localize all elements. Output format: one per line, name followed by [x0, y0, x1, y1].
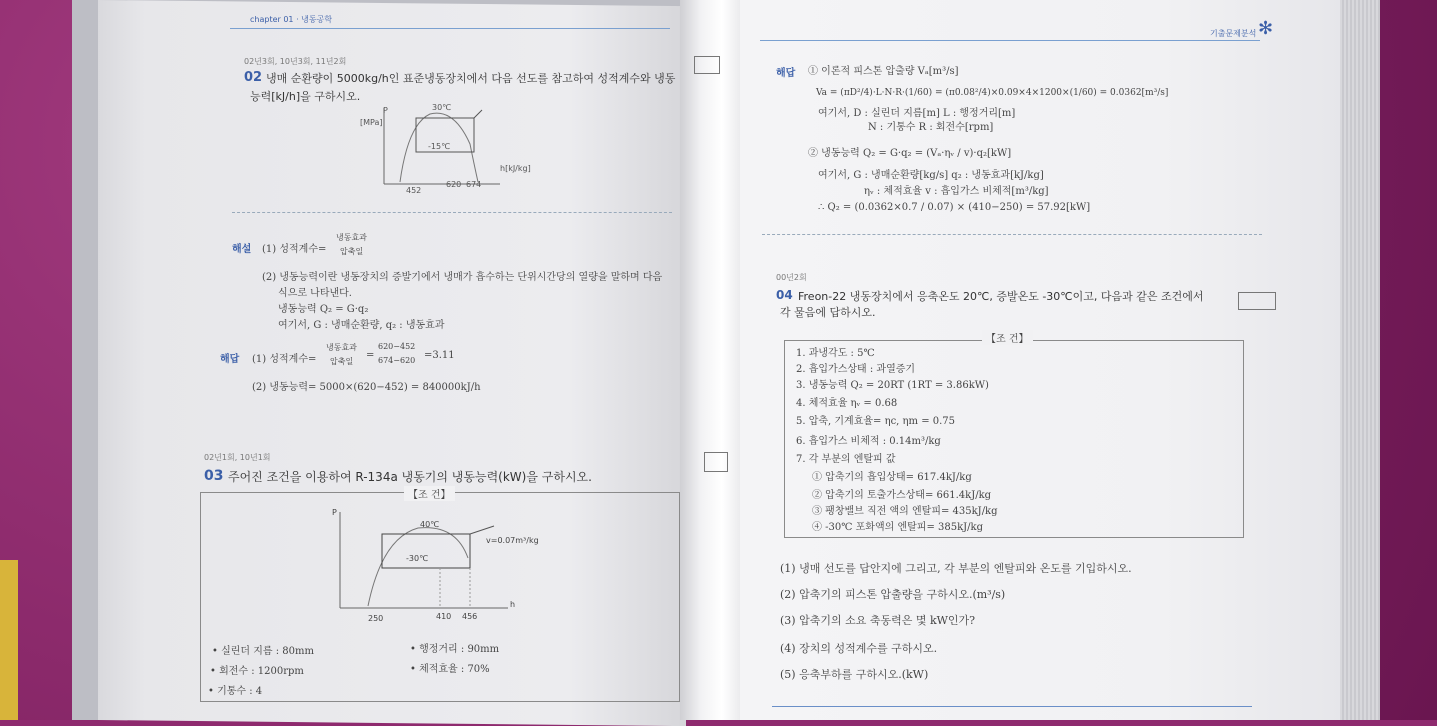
page-edges	[1340, 0, 1380, 720]
q03-cond-stroke: • 행정거리 : 90mm	[410, 644, 500, 655]
q03-cond-cylinder: • 실린더 지름 : 80mm	[212, 646, 314, 657]
q03-source: 02년1회, 10년1회	[204, 453, 271, 462]
q02-text-line1: 냉매 순환량이 5000kg/h인 표준냉동장치에서 다음 선도를 참고하여 성적계수와 냉동	[266, 72, 676, 85]
right-answer-2-result: ∴ Q₂ = (0.0362×0.7 / 0.07) × (410−250) = 57.92[kW]	[818, 202, 1091, 213]
q02-explain-1-frac-bot: 압축일	[340, 247, 364, 256]
q02-answer-1-frac-top: 냉동효과	[326, 343, 357, 352]
q04-enthalpy-3: ③ 팽창밸브 직전 액의 엔탈피= 435kJ/kg	[812, 506, 998, 517]
q03-cond-rpm: • 회전수 : 1200rpm	[210, 666, 304, 677]
q03-h-value-3: 456	[462, 612, 478, 621]
q03-temp-high: 40℃	[420, 520, 440, 529]
q03-cond-cylinders: • 기통수 : 4	[208, 686, 263, 697]
right-answer-label: 해답	[776, 68, 796, 79]
q03-temp-low: -30℃	[406, 554, 429, 563]
q04-score-badge	[1238, 292, 1276, 310]
q02-p-unit: [MPa]	[360, 118, 383, 127]
palm-tree-icon: ✻	[1258, 18, 1274, 39]
q03-specific-volume: v=0.07m³/kg	[486, 536, 539, 545]
q02-explain-1-frac-top: 냉동효과	[336, 233, 367, 242]
q04-condition-3: 3. 냉동능력 Q₂ = 20RT (1RT = 3.86kW)	[796, 380, 989, 391]
q02-answer-1: (1) 성적계수=	[252, 354, 317, 365]
q03-h-value-1: 250	[368, 614, 384, 623]
q02-h-axis: h[kJ/kg]	[500, 164, 531, 173]
q04-enthalpy-4: ④ -30℃ 포화액의 엔탈피= 385kJ/kg	[812, 522, 983, 533]
right-page-header: 기출문제분석	[1210, 29, 1257, 38]
q03-score-badge	[704, 452, 728, 472]
q04-condition-5: 5. 압축, 기계효율= ηc, ηm = 0.75	[796, 416, 956, 427]
q02-divider	[232, 212, 672, 213]
q04-text-line1: Freon-22 냉동장치에서 응축온도 20℃, 증발온도 -30℃이고, 다음과 같은 조건에서	[798, 290, 1204, 303]
q03-text: 주어진 조건을 이용하여 R-134a 냉동기의 냉동능력(kW)을 구하시오.	[228, 470, 592, 484]
q02-text-line2: 능력[kJ/h]을 구하시오.	[250, 90, 361, 103]
q03-cond-efficiency: • 체적효율 : 70%	[410, 664, 490, 675]
q02-number: 02	[244, 70, 263, 85]
q02-temp-low: -15℃	[428, 142, 451, 151]
q04-question-4: (4) 장치의 성적계수를 구하시오.	[780, 642, 938, 655]
q04-question-5: (5) 응축부하를 구하시오.(kW)	[780, 668, 929, 681]
q03-h-value-2: 410	[436, 612, 452, 621]
q02-answer-1-eq: =	[366, 350, 375, 361]
right-answer-1: ① 이론적 피스톤 압출량 Vₐ[m³/s]	[808, 66, 959, 77]
q02-explain-label: 해설	[232, 244, 252, 255]
left-page-header: chapter 01 · 냉동공학	[250, 15, 333, 24]
right-answer-2: ② 냉동능력 Q₂ = G·q₂ = (Vₐ·ηᵥ / v)·q₂[kW]	[808, 148, 1012, 159]
q02-p-axis: P	[383, 106, 388, 115]
right-answer-1-where-2: N : 기통수 R : 회전수[rpm]	[868, 122, 994, 133]
right-footer-rule	[772, 706, 1252, 707]
right-header-rule	[760, 40, 1260, 41]
q02-h-value-2: 620	[446, 180, 462, 189]
q03-number: 03	[204, 468, 224, 484]
q02-score-badge	[694, 56, 720, 74]
header-rule	[230, 28, 670, 29]
q02-source: 02년3회, 10년3회, 11년2회	[244, 57, 347, 66]
q02-answer-1-frac-bot: 압축일	[330, 357, 354, 366]
q04-condition-title: 【조 건】	[982, 330, 1033, 345]
q02-explain-1: (1) 성적계수=	[262, 244, 327, 255]
q04-text-line2: 각 물음에 답하시오.	[780, 306, 876, 319]
right-answer-2-where-1: 여기서, G : 냉매순환량[kg/s] q₂ : 냉동효과[kJ/kg]	[818, 170, 1044, 181]
q02-answer-1-calc-top: 620−452	[378, 342, 416, 351]
right-divider	[762, 234, 1262, 235]
q04-condition-7: 7. 각 부분의 엔탈피 값	[796, 454, 896, 465]
q04-enthalpy-1: ① 압축기의 흡입상태= 617.4kJ/kg	[812, 472, 972, 483]
q04-question-2: (2) 압축기의 피스톤 압출량을 구하시오.(m³/s)	[780, 588, 1006, 601]
q02-h-value-1: 452	[406, 186, 422, 195]
q04-question-1: (1) 냉매 선도를 답안지에 그리고, 각 부분의 엔탈피와 온도를 기입하시오.	[780, 562, 1132, 575]
q03-p-axis: P	[332, 508, 337, 517]
right-answer-2-where-2: ηᵥ : 체적효율 v : 흡입가스 비체적[m³/kg]	[864, 186, 1049, 197]
q03-condition-title: 【조 건】	[404, 486, 455, 501]
q04-question-3: (3) 압축기의 소요 축동력은 몇 kW인가?	[780, 614, 976, 627]
q04-condition-4: 4. 체적효율 ηᵥ = 0.68	[796, 398, 898, 409]
q02-answer-1-calc-bot: 674−620	[378, 356, 416, 365]
q02-explain-2d: 여기서, G : 냉매순환량, q₂ : 냉동효과	[278, 320, 445, 331]
right-answer-1-where-1: 여기서, D : 실린더 지름[m] L : 행정거리[m]	[818, 108, 1016, 119]
q02-explain-2a: (2) 냉동능력이란 냉동장치의 증발기에서 냉매가 흡수하는 단위시간당의 열량을 말하며 다음	[262, 272, 663, 283]
q04-condition-2: 2. 흡입가스상태 : 과열증기	[796, 364, 916, 375]
q02-explain-2c: 냉동능력 Q₂ = G·q₂	[278, 304, 369, 315]
q02-explain-2b: 식으로 나타낸다.	[278, 288, 352, 299]
q04-number: 04	[776, 288, 793, 302]
q02-answer-2: (2) 냉동능력= 5000×(620−452) = 840000kJ/h	[252, 382, 481, 393]
q02-answer-1-result: =3.11	[424, 350, 455, 361]
q04-enthalpy-2: ② 압축기의 토출가스상태= 661.4kJ/kg	[812, 490, 992, 501]
q02-answer-label: 해답	[220, 354, 240, 365]
q02-temp-high: 30℃	[432, 103, 452, 112]
right-answer-1-equation: Va = (πD²/4)·L·N·R·(1/60) = (π0.08²/4)×0.09×4×1200×(1/60) = 0.0362[m³/s]	[816, 88, 1169, 98]
q04-condition-1: 1. 과냉각도 : 5℃	[796, 348, 875, 359]
q04-condition-6: 6. 흡입가스 비체적 : 0.14m³/kg	[796, 436, 941, 447]
q04-source: 00년2회	[776, 273, 807, 282]
yellow-object	[0, 560, 18, 720]
q02-h-value-3: 674	[466, 180, 482, 189]
q03-h-axis: h	[510, 600, 516, 609]
